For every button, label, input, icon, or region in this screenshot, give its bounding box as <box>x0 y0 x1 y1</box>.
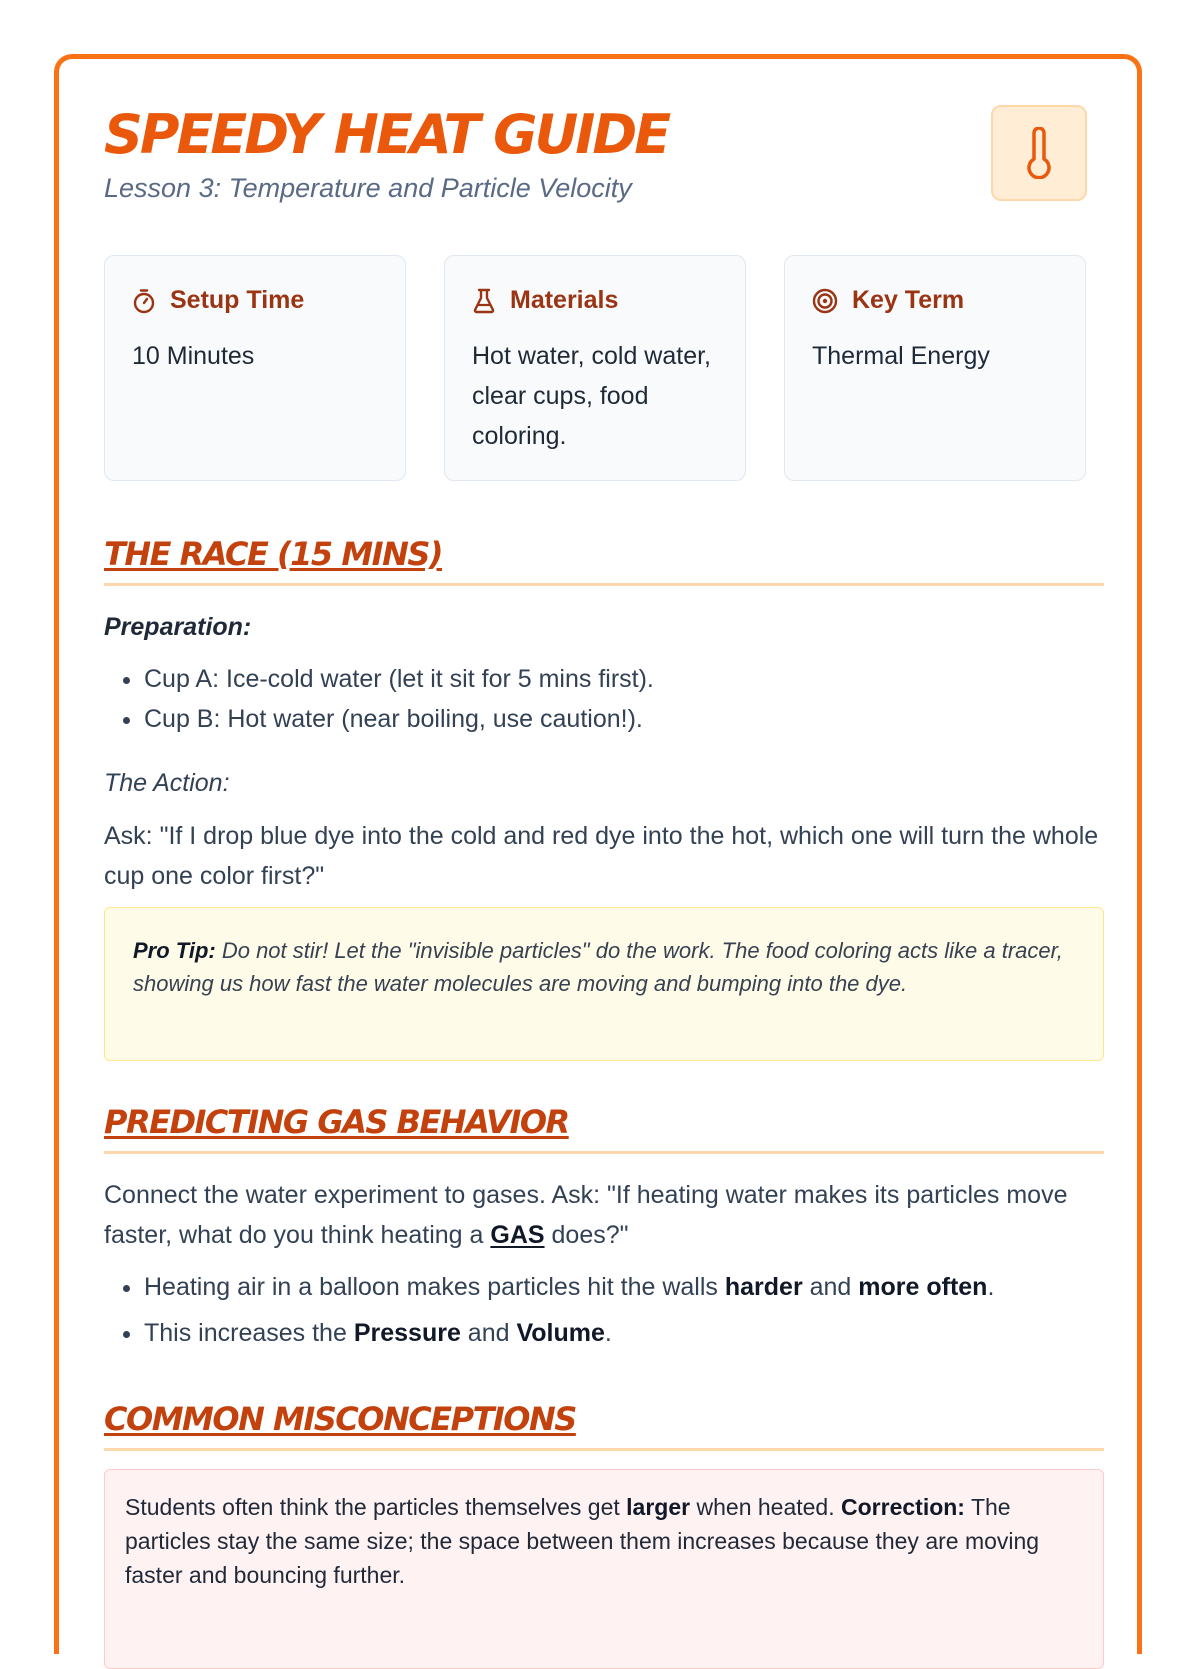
gas-list <box>104 1267 1124 1353</box>
thermometer-icon <box>1024 127 1054 179</box>
info-value: Hot water, cold water, clear cups, food coloring. <box>472 342 712 450</box>
section-heading-race: THE RACE (15 MINS) <box>104 535 443 573</box>
gas-emphasis: GAS <box>490 1221 545 1249</box>
list-item: • Cup B: Hot water (near boiling, use caution!). <box>144 699 1124 739</box>
list-item: • Heating air in a balloon makes particles hit the walls harder and more often. <box>144 1267 1124 1307</box>
action-label: The Action: <box>104 769 230 797</box>
info-value: 10 Minutes <box>132 342 255 370</box>
info-label: Setup Time <box>170 286 305 314</box>
info-card-key-term <box>784 255 1086 481</box>
section-heading-misconceptions: COMMON MISCONCEPTIONS <box>104 1400 576 1438</box>
misconception-box: Students often think the particles themselves get larger when heated. Correction: The particles stay the same size; the space between them increases because they are moving faster and bouncing further. <box>104 1469 1104 1669</box>
section-heading-gas: PREDICTING GAS BEHAVIOR <box>104 1103 569 1141</box>
page-subtitle: Lesson 3: Temperature and Particle Velocity <box>104 173 632 203</box>
lesson-card <box>54 54 1142 1654</box>
flask-icon <box>472 288 496 314</box>
target-icon <box>812 288 838 314</box>
list-item: • This increases the Pressure and Volume. <box>144 1313 1124 1353</box>
page-title: SPEEDY HEAT GUIDE <box>104 103 669 166</box>
thermometer-badge <box>991 105 1087 201</box>
section-divider <box>104 1151 1104 1154</box>
preparation-label: Preparation: <box>104 613 252 641</box>
list-item: • Cup A: Ice-cold water (let it sit for 5 mins first). <box>144 659 1124 699</box>
info-label: Materials <box>510 286 619 314</box>
info-value: Thermal Energy <box>812 342 990 370</box>
pro-tip-box <box>104 907 1104 1061</box>
gas-intro: Connect the water experiment to gases. Ask: "If heating water makes its particles move faster, what do you think heating a GAS does?" <box>104 1181 1068 1249</box>
tip-label: Pro Tip: <box>133 938 216 963</box>
info-card-setup-time <box>104 255 406 481</box>
stopwatch-icon <box>132 288 156 314</box>
section-divider <box>104 1448 1104 1451</box>
info-card-materials <box>444 255 746 481</box>
preparation-list <box>104 659 1124 739</box>
action-text: Ask: "If I drop blue dye into the cold and red dye into the hot, which one will turn the whole cup one color first?" <box>104 822 1099 890</box>
info-label: Key Term <box>852 286 965 314</box>
section-divider <box>104 583 1104 586</box>
tip-text: Do not stir! Let the "invisible particles" do the work. The food coloring acts like a tracer, showing us how fast the water molecules are moving and bumping into the dye. <box>133 938 1063 996</box>
